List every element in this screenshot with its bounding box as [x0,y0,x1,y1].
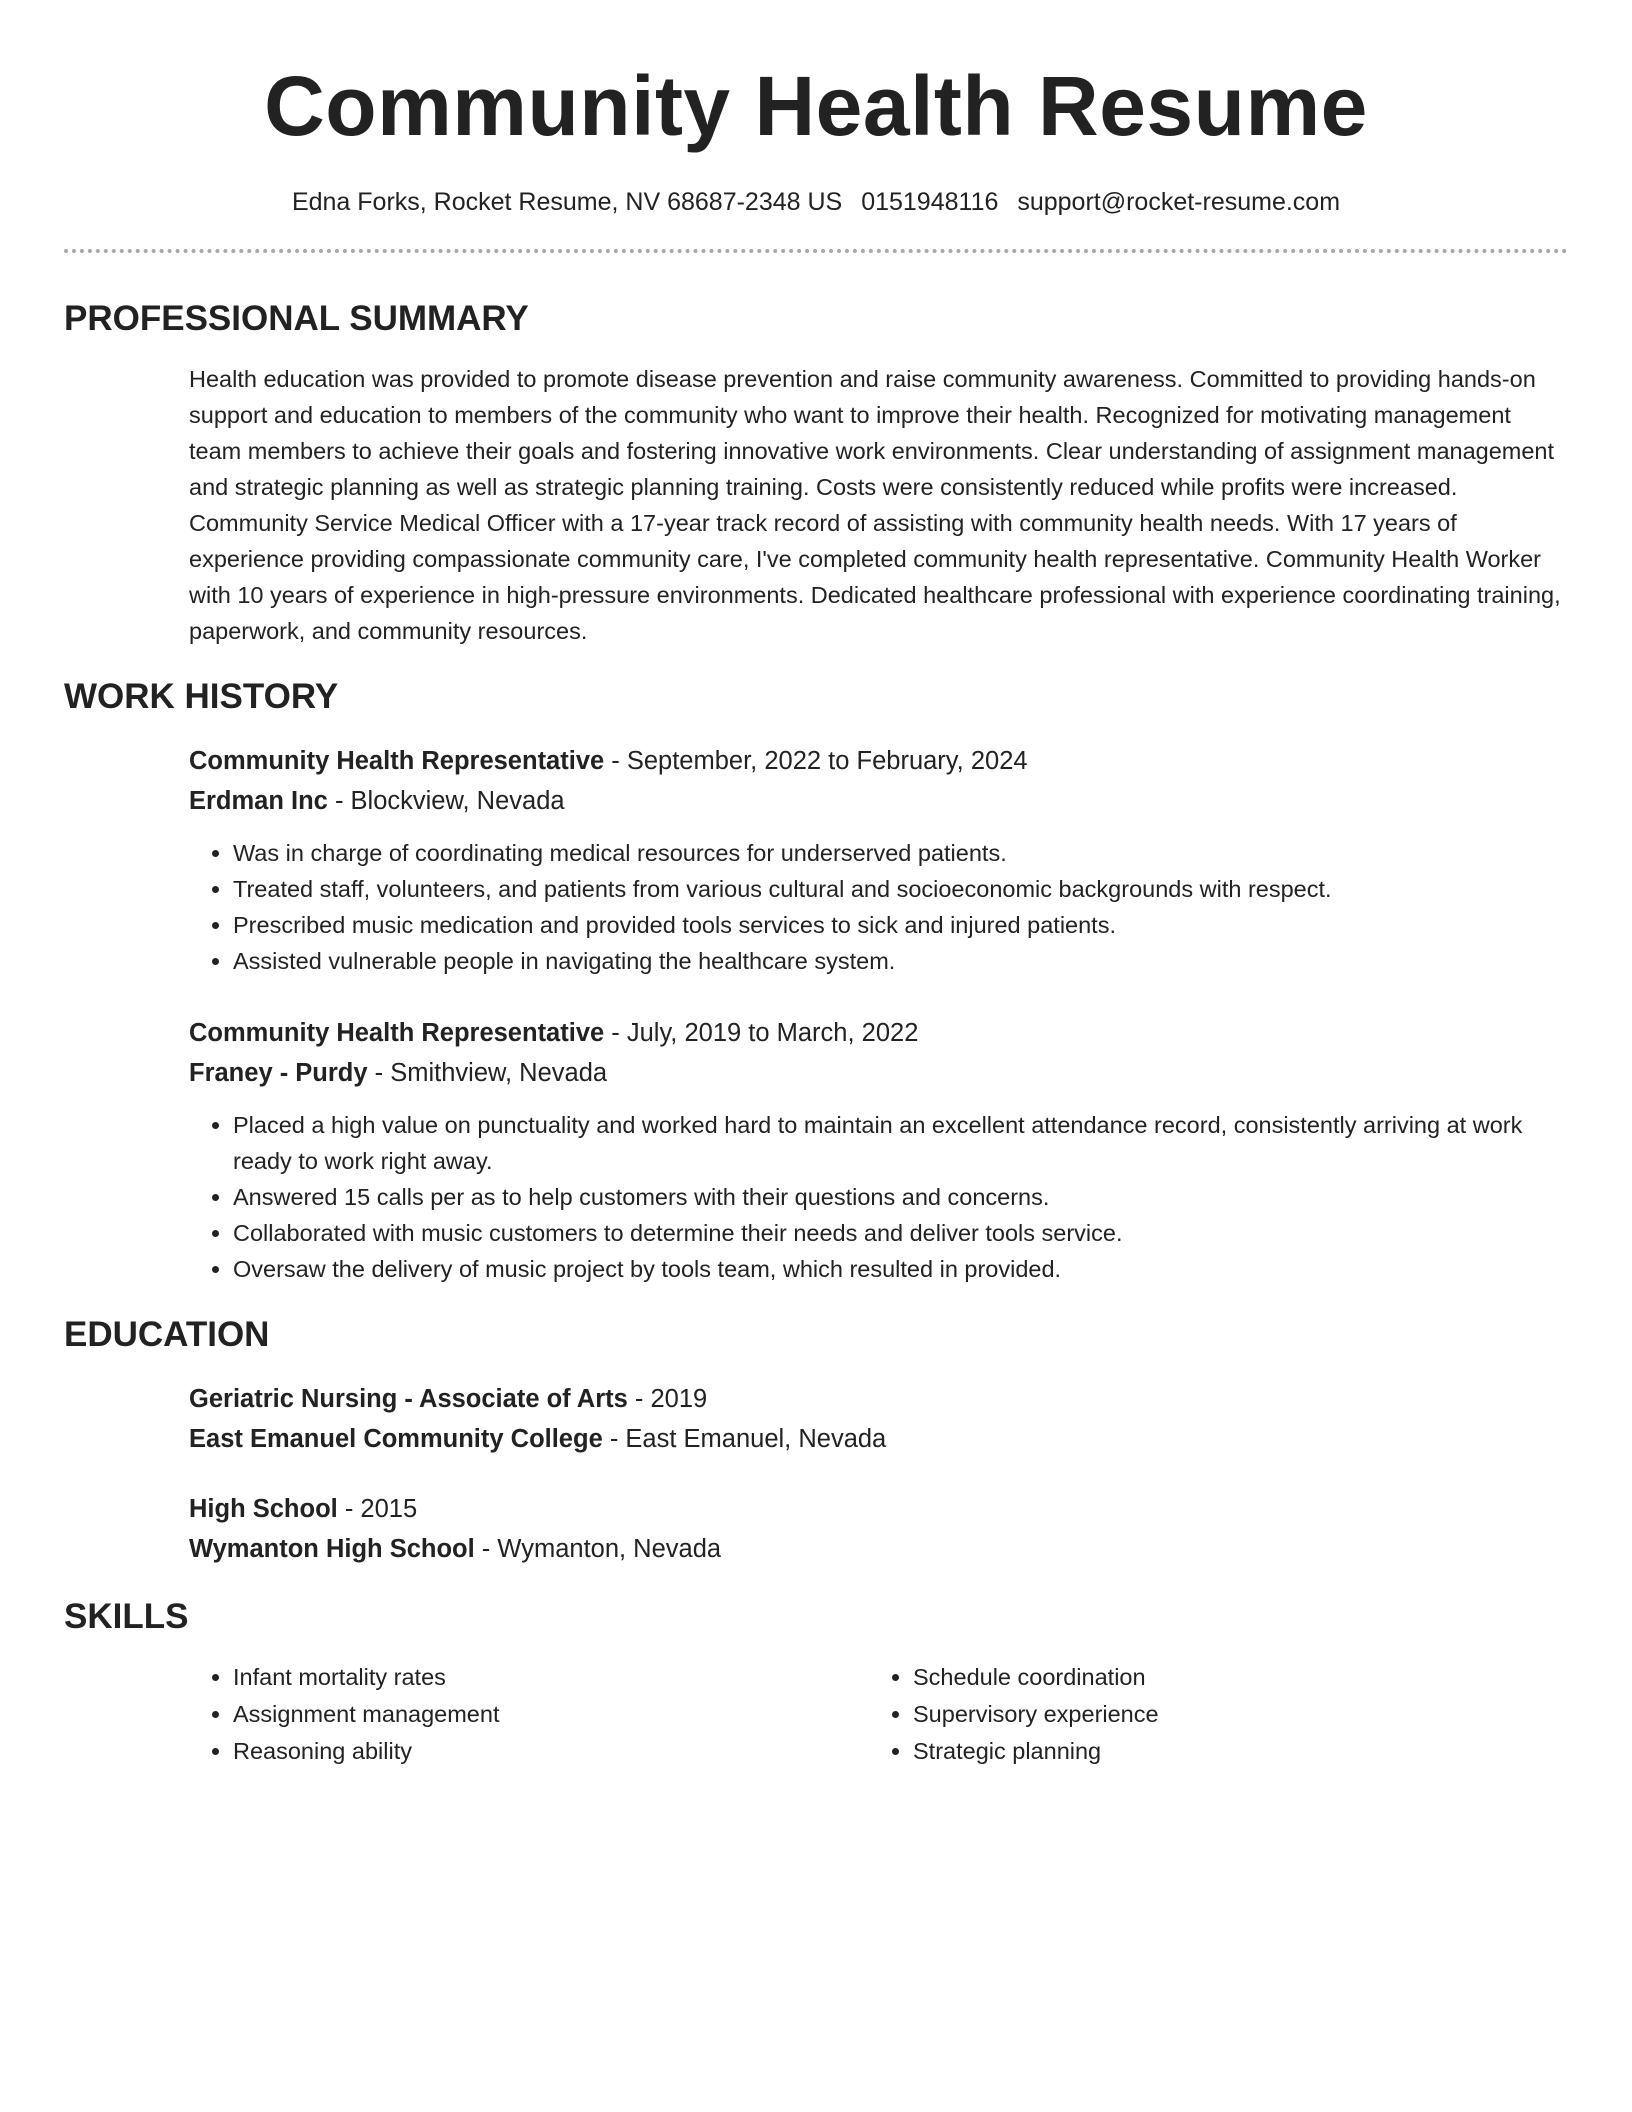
job-title-line [189,1013,1568,1053]
education-school-line [189,1419,1568,1459]
skill-item: • Schedule coordination [913,1659,1549,1696]
education-school: Wymanton High School [189,1535,475,1563]
skill-item: • Strategic planning [913,1733,1549,1770]
job-dates: - September, 2022 to February, 2024 [604,747,1028,775]
education-school: East Emanuel Community College [189,1425,603,1453]
job-location: - Smithview, Nevada [367,1059,608,1087]
work-history-heading: WORK HISTORY [64,677,339,716]
skills-column-right [869,1659,1549,1770]
header-divider [64,249,1568,253]
contact-address: Edna Forks, Rocket Resume, NV 68687-2348 US [291,188,843,216]
education-degree: Geriatric Nursing - Associate of Arts [189,1385,628,1413]
job-bullet: • Collaborated with music customers to determine their needs and deliver tools service. [233,1215,1568,1251]
job-location: - Blockview, Nevada [327,787,565,815]
job-bullets [189,1107,1568,1287]
education-location: - East Emanuel, Nevada [602,1425,887,1453]
job-bullet: • Prescribed music medication and provided tools services to sick and injured patients. [233,907,1568,943]
job-company: Erdman Inc [189,787,328,815]
job-company-line [189,1053,1568,1093]
job-dates: - July, 2019 to March, 2022 [604,1019,919,1047]
skills-section [189,1659,1568,1770]
summary-text: Health education was provided to promote disease prevention and raise community awareness. Committed to providing hands-on support and education to members of the community who want to improve their health. Recognized for motivating management team members to achieve their goals and fostering innovative work environments. Clear understanding of assignment management and strategic planning as well as strategic planning training. Costs were consistently reduced while profits were increased. Community Service Medical Officer with a 17-year track record of assisting with community health needs. With 17 years of experience providing compassionate community care, I've completed community health representative. Community Health Worker with 10 years of experience in high-pressure environments. Dedicated healthcare professional with experience coordinating training, paperwork, and community resources. [189,366,1561,644]
job-bullets [189,835,1568,979]
education-entry [189,1489,1568,1569]
education-degree-line [189,1489,1568,1529]
contact-email: support@rocket-resume.com [1017,188,1341,216]
job-entry [189,1013,1568,1287]
job-title-line [189,741,1568,781]
job-bullet: • Assisted vulnerable people in navigating the healthcare system. [233,943,1568,979]
summary-section [189,361,1568,649]
skill-item: • Infant mortality rates [233,1659,869,1696]
education-degree-line [189,1379,1568,1419]
job-title: Community Health Representative [189,1019,605,1047]
job-bullet: • Oversaw the delivery of music project by tools team, which resulted in provided. [233,1251,1568,1287]
job-entry [189,741,1568,979]
contact-phone: 0151948116 [861,188,999,216]
summary-heading: PROFESSIONAL SUMMARY [64,299,529,338]
job-company: Franey - Purdy [189,1059,368,1087]
education-degree: High School [189,1495,338,1523]
education-school-line [189,1529,1568,1569]
job-title: Community Health Representative [189,747,605,775]
education-heading: EDUCATION [64,1315,270,1354]
job-bullet: • Was in charge of coordinating medical resources for underserved patients. [233,835,1568,871]
job-company-line [189,781,1568,821]
skill-item: • Supervisory experience [913,1696,1549,1733]
job-bullet: • Placed a high value on punctuality and worked hard to maintain an excellent attendance record, consistently arriving at work ready to work right away. [233,1107,1568,1179]
education-year: - 2019 [627,1385,708,1413]
contact-line [64,186,1568,218]
education-section [189,1379,1568,1569]
skills-column-left [189,1659,869,1770]
education-location: - Wymanton, Nevada [474,1535,722,1563]
skills-grid [189,1659,1568,1770]
job-bullet: • Answered 15 calls per as to help customers with their questions and concerns. [233,1179,1568,1215]
education-entry [189,1379,1568,1459]
skill-item: • Assignment management [233,1696,869,1733]
resume-title: Community Health Resume [264,59,1368,153]
job-bullet: • Treated staff, volunteers, and patients from various cultural and socioeconomic backgrounds with respect. [233,871,1568,907]
education-year: - 2015 [337,1495,418,1523]
skills-heading: SKILLS [64,1597,189,1636]
skill-item: • Reasoning ability [233,1733,869,1770]
work-history-section [189,741,1568,1287]
